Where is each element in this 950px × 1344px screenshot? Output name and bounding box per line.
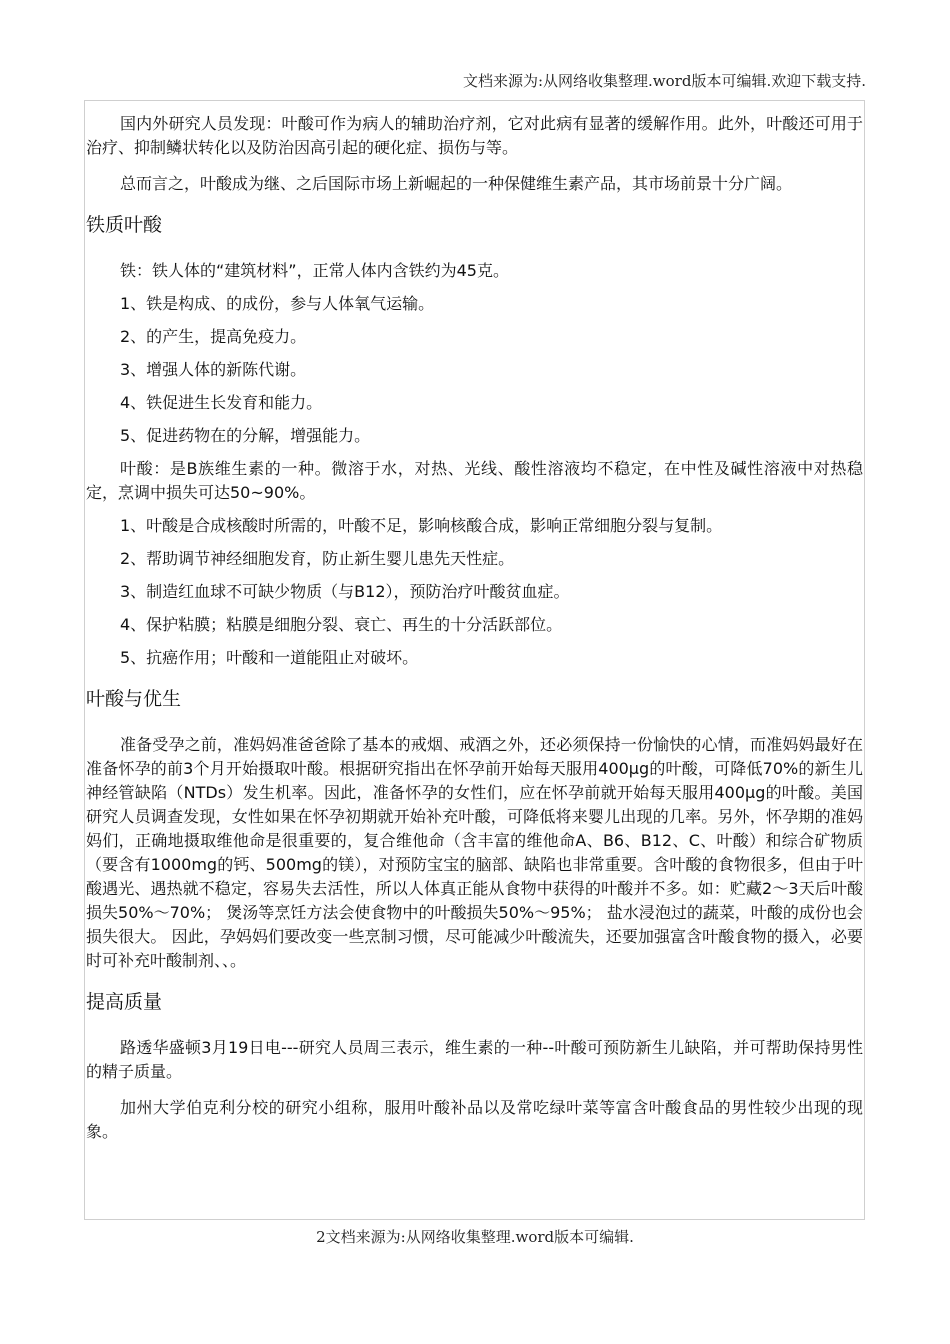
quality-paragraph-1: 路透华盛顿3月19日电---研究人员周三表示，维生素的一种--叶酸可预防新生儿缺陷，并可帮助保持男性的精子质量。 [86,1038,863,1081]
list-item: 4、铁促进生长发育和能力。 [120,393,323,412]
intro-paragraph-1: 国内外研究人员发现：叶酸可作为病人的辅助治疗剂，它对此病有显著的缓解作用。此外，叶酸还可用于治疗、抑制鳞状转化以及防治因高引起的硬化症、损伤与等。 [86,114,863,157]
list-item: 3、增强人体的新陈代谢。 [120,360,307,379]
iron-intro: 铁：铁人体的“建筑材料”，正常人体内含铁约为45克。 [120,261,509,280]
list-item: 5、促进药物在的分解，增强能力。 [120,426,371,445]
list-item: 3、制造红血球不可缺少物质（与B12），预防治疗叶酸贫血症。 [120,582,570,601]
document-body [86,112,863,1144]
list-item: 2、的产生，提高免疫力。 [120,327,307,346]
list-item: 4、保护粘膜；粘膜是细胞分裂、衰亡、再生的十分活跃部位。 [120,615,563,634]
list-item: 1、叶酸是合成核酸时所需的，叶酸不足，影响核酸合成，影响正常细胞分裂与复制。 [120,516,723,535]
page-footer: 2文档来源为:从网络收集整理.word版本可编辑. [316,1228,634,1246]
intro-paragraph-2: 总而言之，叶酸成为继、之后国际市场上新崛起的一种保健维生素产品，其市场前景十分广阔。 [120,174,793,193]
section-heading-quality: 提高质量 [86,991,163,1013]
quality-paragraph-2: 加州大学伯克利分校的研究小组称，服用叶酸补品以及常吃绿叶菜等富含叶酸食品的男性较少出现的现象。 [86,1098,863,1141]
list-item: 5、抗癌作用；叶酸和一道能阻止对破坏。 [120,648,419,667]
page-header: 文档来源为:从网络收集整理.word版本可编辑.欢迎下载支持. [462,72,866,90]
list-item: 1、铁是构成、的成份，参与人体氧气运输。 [120,294,435,313]
list-item: 2、帮助调节神经细胞发育，防止新生婴儿患先天性症。 [120,549,515,568]
section-heading-iron-folate: 铁质叶酸 [86,214,163,236]
section-heading-eugenics: 叶酸与优生 [86,688,182,710]
eugenics-paragraph: 准备受孕之前，准妈妈准爸爸除了基本的戒烟、戒酒之外，还必须保持一份愉快的心情，而准妈妈最好在准备怀孕的前3个月开始摄取叶酸。根据研究指出在怀孕前开始每天服用400μg的叶酸，可降低70%的新生儿神经管缺陷（NTDs）发生机率。因此，准备怀孕的女性们，应在怀孕前就开始每天服用400μg的叶酸。美国研究人员调查发现，女性如果在怀孕初期就开始补充叶酸，可降低将来婴儿出现的几率。另外，怀孕期的准妈妈们，正确地摄取维他命是很重要的，复合维他命（含丰富的维他命A、B6、B12、C、叶酸）和综合矿物质（要含有1000mg的钙、500mg的镁），对预防宝宝的脑部、缺陷也非常重要。含叶酸的食物很多，但由于叶酸遇光、遇热就不稳定，容易失去活性，所以人体真正能从食物中获得的叶酸并不多。如：贮藏2～3天后叶酸损失50%～70%； 煲汤等烹饪方法会使食物中的叶酸损失50%～95%； 盐水浸泡过的蔬菜，叶酸的成份也会损失很大。 因此，孕妈妈们要改变一些烹制习惯，尽可能减少叶酸流失，还要加强富含叶酸食物的摄入，必要时可补充叶酸制剂、、。 [86,735,863,970]
folate-intro: 叶酸：是B族维生素的一种。微溶于水，对热、光线、酸性溶液均不稳定，在中性及碱性溶液中对热稳定，烹调中损失可达50~90%。 [86,459,863,502]
